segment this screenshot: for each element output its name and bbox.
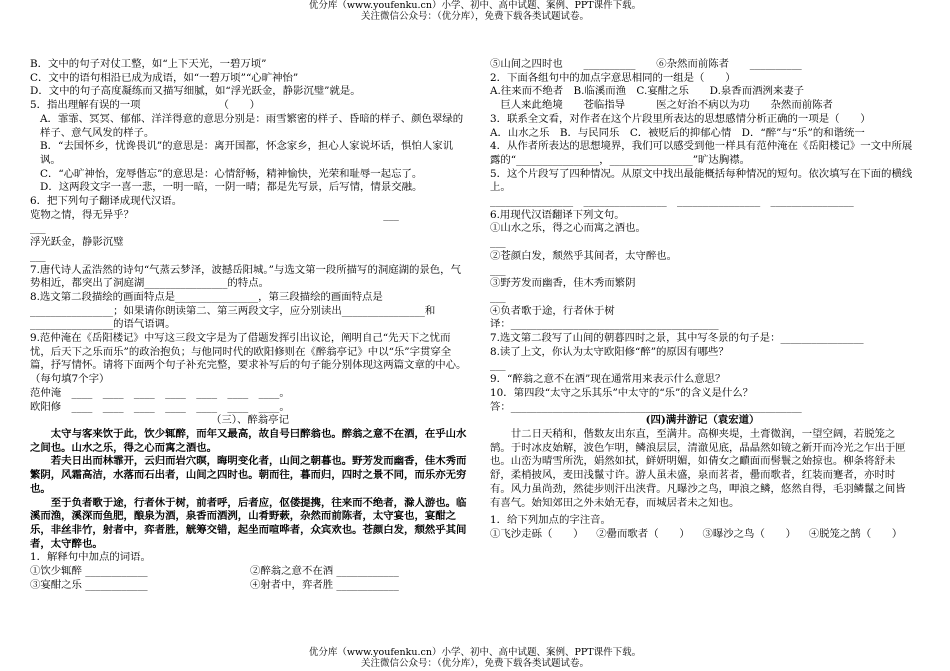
header-line-2: 关注微信公众号：（优分库），免费下载各类试题试卷。 [360, 11, 589, 22]
passage-paragraph: 廿二日天稍和，偕数友出东直，至满井。高柳夹堤，土膏微润，一望空阔，若脱笼之鹄。于时冰皮始解，波色乍明，鳞浪层层，清澈见底，晶晶然如镜之新开而冷光之乍出于匣也。山峦为晴雪所洗，娟然如拭，鲜妍明媚，如倩女之靧面而髻鬟之始掠也。柳条将舒未舒，柔梢披风，麦田浅鬣寸许。游人虽未盛，泉而茗者，罍而歌者，红装而蹇者，亦时时有。风力虽尚劲，然徒步则汗出浃背。凡曝沙之鸟，呷浪之鳞，悠然自得，毛羽鳞鬣之间皆有喜气。始知郊田之外未始无春，而城居者未之知也。 [490, 427, 906, 509]
right-line: ⑤山间之四时也 __________ ⑥杂然而前陈者 __________ [490, 58, 802, 70]
answer-line: ___ [490, 290, 506, 303]
q1-items-row [490, 528, 915, 542]
question-5: 5．指出理解有误的一项 （ ） [30, 99, 261, 112]
question-6: 6．把下列句子翻译成现代汉语。 [30, 195, 183, 208]
translate-4: ④负者歌于途，行者休于树 [490, 304, 615, 317]
page-header [0, 0, 950, 22]
translate-sentence-1: 览物之情，得无异乎？ ___ [30, 208, 399, 221]
q1-items-row-2 [30, 579, 470, 593]
question-9: 9.范仲淹在《岳阳楼记》中写这三段文字是为了借题发挥引出议论，阐明自己“先天下之忧而忧，后天下之乐而乐”的政治抱负；与他同时代的欧阳修则在《醉翁亭记》中以“乐”字贯穿全篇，抒写情怀。请将下面两个句子补充完整，要求补写后的句子能分别体现这两篇文章的中心。（每句填7个字） [30, 332, 467, 386]
left-line: C．文中的语句相沿已成为成语，如“一碧万顷”“心旷神怡” [30, 71, 299, 84]
option-a: A．霏霏、冥冥、郁郁、洋洋得意的意思分别是：雨雪繁密的样子、昏暗的样子、颜色翠绿的样子、意气风发的样子。 [40, 112, 464, 139]
q1-item: ④射者中，弈者胜 ____________ [250, 578, 399, 591]
right-column [490, 58, 915, 542]
answer-line: 答：________________________________________________________ [490, 400, 802, 413]
q1-item: ②罍而歌者（ ） [596, 527, 690, 540]
section-title: （三）、醉翁亭记 [211, 414, 289, 427]
translate-1: ①山水之乐，得之心而寓之酒也。 [490, 222, 646, 235]
footer-line-1: 优分库（www.youfenku.cn）小学、初中、高中试题、案例、PPT课件下载。 [308, 647, 642, 658]
q1-item: ③宴酣之乐 ____________ [30, 578, 148, 591]
q1-item: ①饮少辄醉 ____________ [30, 565, 148, 578]
left-line: B．文中的句子对仗工整，如“上下天光，一碧万顷” [30, 58, 267, 70]
option-b: B．“去国怀乡，忧谗畏讥”的意思是：离开国都，怀念家乡，担心人家说坏话，惧怕人家讥讽。 [40, 140, 454, 166]
q1-items-row-1 [30, 565, 470, 579]
left-line: D．文中的句子高度凝练而又描写细腻，如“浮光跃金，静影沉璧”就是。 [30, 85, 361, 98]
question-8: 8.读了上文，你认为太守欧阳修“醉”的原因有哪些？ [490, 345, 729, 358]
question-6: 6.用现代汉语翻译下列文句。 [490, 208, 625, 221]
question-8: 8.选文第二段描绘的画面特点是________________，第三段描绘的画面特点是________________；如果请你朗读第二、第三两段文字，应分别读出________________和________________的语气语调。 [30, 290, 436, 331]
answer-lines: ________________ ________________ ________________ ________________ [490, 195, 854, 208]
translate-2: ②苍颜白发，颓然乎其间者，太守醉也。 [490, 249, 678, 262]
question-1: 1．给下列加点的字注音。 [490, 514, 611, 527]
question-4: 4．从作者所表达的思想境界，我们可以感受到他一样具有范仲淹在《岳阳楼记》一文中所展露的“________________，________________”旷达胸襟。 [490, 140, 913, 166]
fill-fan-zhongyan: 范仲淹 ____ ____ ____ ____ ____ ____ ____。 [30, 386, 290, 399]
question-7: 7.唐代诗人孟浩然的诗句“气蒸云梦泽，波撼岳阳城。”与选文第一段所描写的洞庭湖的景色，气势相近，都突出了洞庭湖________________的特点。 [30, 263, 461, 290]
answer-line: ___ [490, 236, 506, 249]
q2-options-row-2: 巨人来此绝境 苍临指导 医之好治不病以为功 杂然而前陈者 [490, 99, 833, 112]
passage-paragraph: 至于负者歌于途，行者休于树，前者呼，后者应，伛偻提携，往来而不绝者，滁人游也。临溪而渔，溪深而鱼肥，酿泉为酒，泉香而酒洌，山肴野蔌，杂然而前陈者，太守宴也，宴酣之乐，非丝非竹，射者中，弈者胜，觥筹交错，起坐而喧哗者，众宾欢也。苍颜白发，颓然乎其间者，太守醉也。 [30, 496, 467, 550]
question-7: 7.选文第二段写了山间的朝暮四时之景，其中写冬景的句子是：________________ [490, 332, 864, 345]
translate-sentence-2: 浮光跃金，静影沉璧 [30, 236, 124, 249]
passage-paragraph: 若夫日出而林霏开，云归而岩穴暝，晦明变化者，山间之朝暮也。野芳发而幽香，佳木秀而繁阴，风霜高洁，水落而石出者，山间之四时也。朝而往，暮而归，四时之景不同，而乐亦无穷也。 [30, 455, 467, 495]
header-line-1: 优分库（www.youfenku.cn）小学、初中、高中试题、案例、PPT课件下载。 [308, 0, 642, 11]
q1-item: ①飞沙走砾（ ） [490, 527, 584, 540]
answer-line: ___ [490, 359, 506, 372]
question-1: 1．解释句中加点的词语。 [30, 551, 151, 564]
translate-answer: 译：________________________________________ [490, 318, 719, 331]
fill-ouyang-xiu: 欧阳修 ____ ____ ____ ____ ____ ____ ____。 [30, 400, 290, 413]
passage-paragraph: 太守与客来饮于此，饮少辄醉，而年又最高，故自号曰醉翁也。醉翁之意不在酒，在乎山水之间也。山水之乐，得之心而寓之酒也。 [30, 427, 467, 454]
translate-3: ③野芳发而幽香，佳木秀而繁阴 [490, 277, 636, 290]
answer-line: ___ [30, 249, 46, 262]
section-title: (四)满井游记（袁宏道） [645, 414, 760, 427]
answer-line: ___ [490, 263, 506, 276]
question-3: 3．联系全文看，对作者在这个片段里所表达的思想感情分析正确的一项是（ ） [490, 112, 871, 125]
q1-item: ②醉翁之意不在酒 ____________ [250, 565, 399, 578]
left-column [30, 58, 470, 592]
page-footer [0, 647, 950, 669]
answer-line: ___ [30, 222, 46, 235]
question-9: 9．“醉翁之意不在酒”现在通常用来表示什么意思？ [490, 373, 726, 386]
footer-line-2: 关注微信公众号：（优分库），免费下载各类试题试卷。 [360, 658, 589, 669]
question-2: 2．下面各组句中的加点字意思相同的一组是（ ） [490, 71, 736, 84]
q1-item: ④脱笼之鹄（ ） [808, 527, 903, 540]
q1-item: ③曝沙之鸟（ ） [702, 527, 797, 540]
option-c: C．“心旷神怡，宠辱偕忘”的意思是：心情舒畅，精神愉快，光荣和耻辱一起忘了。 [40, 167, 423, 180]
question-5: 5．这个片段写了四种情况。从原文中找出最能概括每种情况的短句。依次填写在下面的横线上。 [490, 167, 913, 194]
question-10: 10．第四段“太守之乐其乐”中太守的“乐”的含义是什么？ [490, 386, 754, 399]
q2-options-row-1: A.往来而不绝者 B.临溪而渔 C.宴酣之乐 D.泉香而酒洌来妻子 [490, 85, 805, 98]
q3-options: A．山水之乐 B．与民同乐 C．被贬后的抑郁心情 D．“醉”与“乐”的和谐统一 [490, 126, 865, 139]
option-d: D．这两段文字一喜一悲，一明一暗，一阴一晴；都是先写景，后写情，情景交融。 [40, 181, 423, 194]
